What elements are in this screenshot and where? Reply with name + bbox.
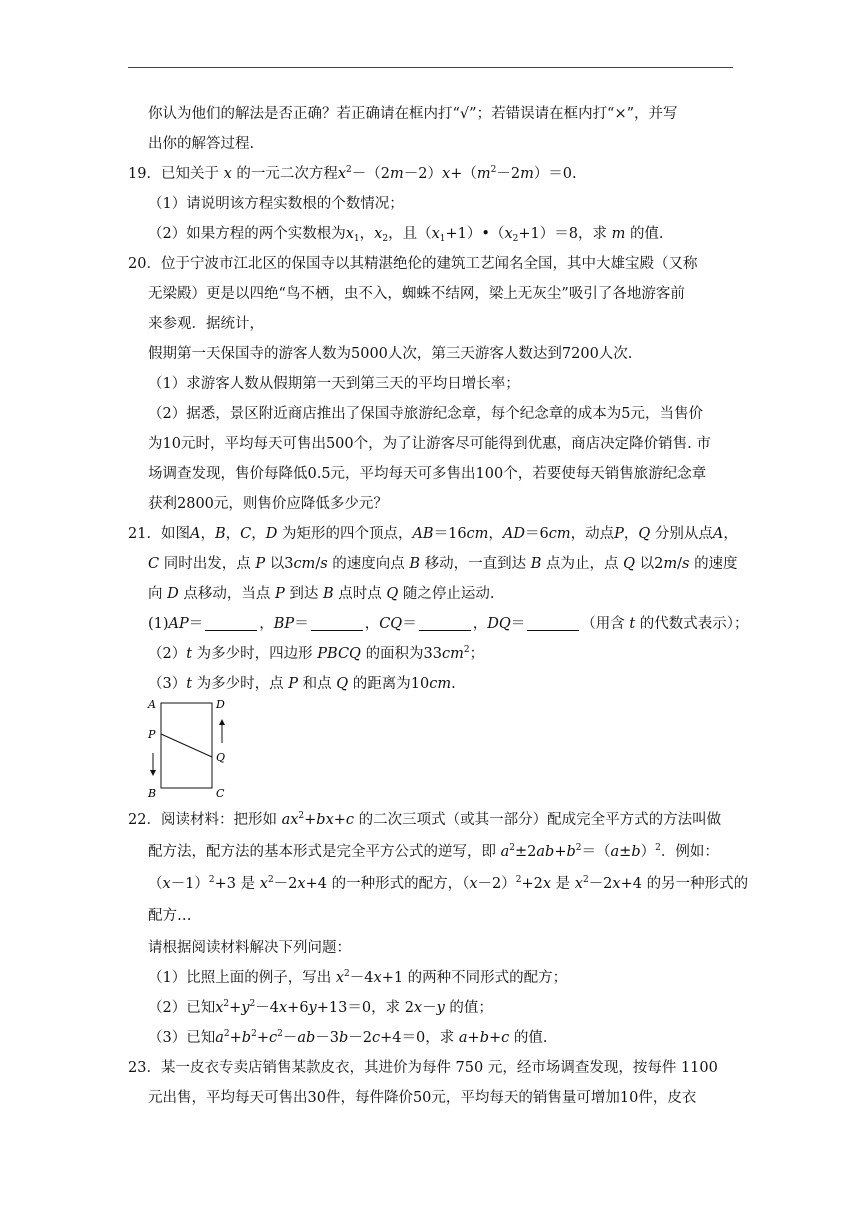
question-22: 22．阅读材料：把形如 $ax^2+bx+c$ 的二次三项式（或其一部分）配成完全平方式的方法叫做 — [128, 811, 722, 828]
text-line: 你认为他们的解法是否正确？若正确请在框内打“√”；若错误请在框内打“×”，并写 — [148, 106, 678, 122]
text-line: 场调查发现，售价每降低0.5元，平均每天可多售出100个，若要使每天销售旅游纪念章 — [148, 466, 707, 482]
text-line: C 同时出发，点 P 以3cm/s 的速度向点 B 移动，一直到达 B 点为止，点 Q 以2m/s 的速度 — [148, 556, 738, 572]
segment-pq — [161, 734, 212, 757]
question-19-part-2: （2）如果方程的两个实数根为$x_1$，$x_2$，且$(x_1+1)•(x_2+1)=8$，求 m 的值. — [148, 226, 664, 244]
question-21-part-2: （2）t 为多少时，四边形 PBCQ 的面积为$33cm^2$； — [148, 645, 485, 662]
text-line: 出你的解答过程. — [148, 136, 255, 152]
answer-blank[interactable] — [205, 616, 257, 631]
label-b: B — [148, 787, 157, 800]
question-19-part-1: （1）请说明该方程实数根的个数情况； — [148, 196, 404, 212]
label-p: P — [148, 728, 156, 741]
text-line: 为10元时，平均每天可售出500个，为了让游客尽可能得到优惠，商店决定降价销售. 市 — [148, 436, 711, 452]
header-rule — [128, 67, 733, 68]
text-line: 配方… — [148, 908, 192, 924]
label-c: C — [216, 787, 225, 800]
label-a: A — [148, 698, 156, 711]
question-23: 23．某一皮衣专卖店销售某款皮衣，其进价为每件 750 元，经市场调查发现，按每件 1100 — [128, 1060, 718, 1076]
answer-blank[interactable] — [527, 616, 579, 631]
question-22-part-3: （3）已知$a^2+b^2+c^2-ab-3b-2c+4=0$，求 a+b+c 的值. — [148, 1029, 548, 1046]
question-21-part-1: (1)AP＝ ，BP＝ ，CQ＝ ，DQ＝ （用含 t 的代数式表示）； — [148, 616, 749, 632]
question-20-part-2: （2）据悉，景区附近商店推出了保国寺旅游纪念章，每个纪念章的成本为5元，当售价 — [148, 406, 703, 422]
question-22-part-2: （2）已知$x^2+y^2-4x+6y+13=0$，求 2x－y 的值； — [148, 999, 493, 1016]
rectangle-figure — [142, 694, 242, 800]
question-21: 21．如图A，B，C，D 为矩形的四个顶点，AB＝16cm，AD＝6cm，动点P，Q 分别从点A， — [128, 526, 738, 542]
text-line: 配方法，配方法的基本形式是完全平方公式的逆写，即 $a^2\pm 2ab+b^2=(a\pm b)^2$．例如： — [148, 843, 719, 860]
text-line: 请根据阅读材料解决下列问题： — [148, 940, 351, 956]
question-21-part-3: （3）t 为多少时，点 P 和点 Q 的距离为10cm. — [148, 676, 456, 692]
text-line: 元出售，平均每天可售出30件，每件降价50元，平均每天的销售量可增加10件，皮衣 — [148, 1090, 697, 1106]
label-q: Q — [216, 751, 226, 764]
question-19: 19．已知关于 x 的一元二次方程$x^2-(2m-2)x+(m^2-2m)=0$. — [128, 165, 577, 182]
question-20-part-1: （1）求游客人数从假期第一天到第三天的平均日增长率； — [148, 376, 520, 392]
text-line: 来参观．据统计， — [148, 316, 264, 332]
answer-blank[interactable] — [419, 616, 471, 631]
text-line: 向 D 点移动，当点 P 到达 B 点时点 Q 随之停止运动. — [148, 586, 495, 602]
question-22-part-1: （1）比照上面的例子，写出 $x^2-4x+1$ 的两种不同形式的配方； — [148, 969, 568, 986]
text-line: 假期第一天保国寺的游客人数为5000人次，第三天游客人数达到7200人次. — [148, 346, 633, 362]
label-d: D — [216, 698, 225, 711]
question-20: 20．位于宁波市江北区的保国寺以其精湛绝伦的建筑工艺闻名全国，其中大雄宝殿（又称 — [128, 256, 698, 272]
answer-blank[interactable] — [311, 616, 363, 631]
text-line: 获利2800元，则售价应降低多少元？ — [148, 496, 388, 512]
text-line: $(x-1)^2+3$ 是 $x^2-2x+4$ 的一种形式的配方，$(x-2)^2+2x$ 是 $x^2-2x+4$ 的另一种形式的 — [148, 875, 749, 892]
text-line: 无梁殿）更是以四绝“鸟不栖，虫不入，蜘蛛不结网，梁上无灰尘”吸引了各地游客前 — [148, 286, 685, 302]
